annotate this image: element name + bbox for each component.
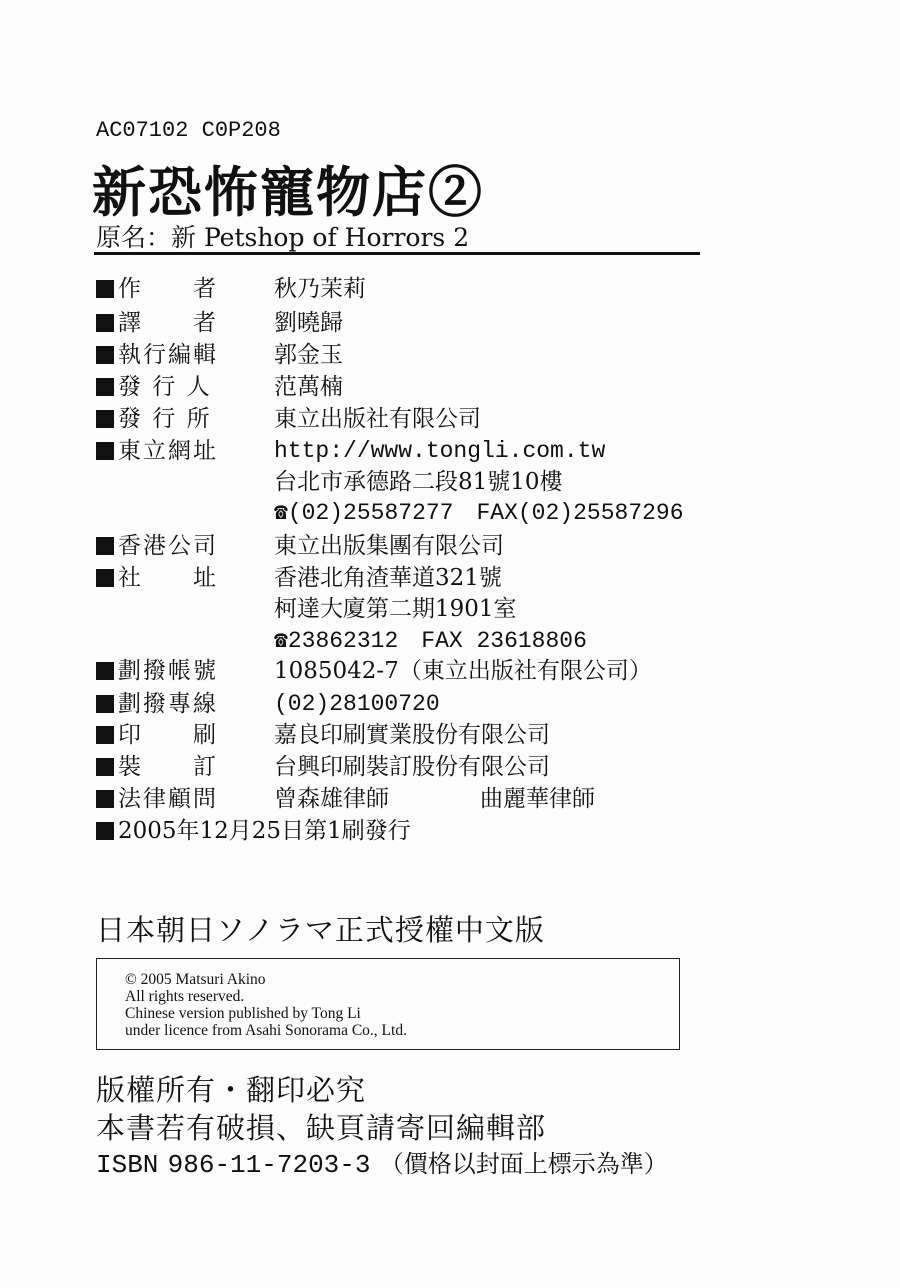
credit-value: 柯達大廈第二期1901室 bbox=[274, 596, 517, 622]
credit-label: 法律顧問 bbox=[118, 786, 218, 812]
bullet-square-icon bbox=[96, 442, 114, 460]
bullet-square-icon bbox=[96, 790, 114, 808]
credit-value: 曾森雄律師 bbox=[274, 786, 389, 812]
credit-value: 范萬楠 bbox=[274, 374, 343, 400]
credit-label: 譯 者 bbox=[118, 310, 218, 336]
credit-label: 劃撥帳號 bbox=[118, 658, 218, 684]
credit-label: 作 者 bbox=[118, 276, 218, 302]
website-url: http://www.tongli.com.tw bbox=[274, 438, 606, 464]
copyright-box bbox=[96, 958, 680, 1050]
bullet-square-icon bbox=[96, 695, 114, 713]
credit-value: 東立出版社有限公司 bbox=[274, 406, 481, 432]
title-divider bbox=[94, 252, 700, 255]
authorization-notice: 日本朝日ソノラマ正式授權中文版 bbox=[96, 913, 545, 947]
bullet-square-icon bbox=[96, 314, 114, 332]
credit-value: 1085042-7（東立出版社有限公司） bbox=[274, 658, 652, 684]
credit-label: 香港公司 bbox=[118, 533, 218, 559]
credit-label: 發 行 所 bbox=[118, 406, 212, 432]
credit-value: 東立出版集團有限公司 bbox=[274, 533, 504, 559]
credit-value: 嘉良印刷實業股份有限公司 bbox=[274, 722, 550, 748]
bullet-square-icon bbox=[96, 822, 114, 840]
credit-label: 裝 訂 bbox=[118, 754, 218, 780]
bullet-square-icon bbox=[96, 378, 114, 396]
bullet-square-icon bbox=[96, 537, 114, 555]
isbn-number: 986-11-7203-3 bbox=[167, 1150, 371, 1180]
credit-label: 劃撥專線 bbox=[118, 691, 218, 717]
credit-label: 印 刷 bbox=[118, 722, 218, 748]
copyright-line: under licence from Asahi Sonorama Co., Ltd. bbox=[125, 1022, 407, 1039]
original-title: 原名：新 Petshop of Horrors 2 bbox=[96, 223, 470, 252]
credit-label: 東立網址 bbox=[118, 438, 218, 464]
credit-value: 秋乃茉莉 bbox=[274, 276, 366, 302]
bullet-square-icon bbox=[96, 662, 114, 680]
release-date: 2005年12月25日第1刷發行 bbox=[118, 818, 411, 844]
credit-value: 郭金玉 bbox=[274, 342, 343, 368]
credit-value-secondary: 曲麗華律師 bbox=[480, 786, 595, 812]
copyright-line: © 2005 Matsuri Akino bbox=[125, 971, 266, 988]
credit-value: 香港北角渣華道321號 bbox=[274, 565, 502, 591]
catalog-codes: AC07102 C0P208 bbox=[96, 118, 281, 143]
credit-value: (02)28100720 bbox=[274, 691, 440, 717]
copyright-line: Chinese version published by Tong Li bbox=[125, 1005, 361, 1022]
bullet-square-icon bbox=[96, 726, 114, 744]
isbn-line bbox=[96, 1144, 668, 1180]
copyright-line: All rights reserved. bbox=[125, 988, 245, 1005]
phone-fax: ☎23862312 FAX 23618806 bbox=[274, 628, 587, 654]
credit-value: 台興印刷裝訂股份有限公司 bbox=[274, 754, 550, 780]
credit-label: 社 址 bbox=[118, 565, 218, 591]
rights-notice: 版權所有・翻印必究 bbox=[96, 1073, 367, 1107]
credit-label: 發 行 人 bbox=[118, 374, 212, 400]
bullet-square-icon bbox=[96, 280, 114, 298]
bullet-square-icon bbox=[96, 410, 114, 428]
price-note: （價格以封面上標示為準） bbox=[379, 1150, 668, 1178]
credit-value: 台北市承德路二段81號10樓 bbox=[274, 469, 563, 495]
credit-label: 執行編輯 bbox=[118, 342, 218, 368]
credit-value: 劉曉歸 bbox=[274, 310, 343, 336]
bullet-square-icon bbox=[96, 758, 114, 776]
bullet-square-icon bbox=[96, 346, 114, 364]
bullet-square-icon bbox=[96, 569, 114, 587]
book-title: 新恐怖寵物店② bbox=[92, 160, 484, 224]
phone-fax: ☎(02)25587277 FAX(02)25587296 bbox=[274, 500, 684, 526]
isbn-prefix: ISBN bbox=[96, 1150, 159, 1180]
damage-notice: 本書若有破損、缺頁請寄回編輯部 bbox=[96, 1111, 547, 1145]
